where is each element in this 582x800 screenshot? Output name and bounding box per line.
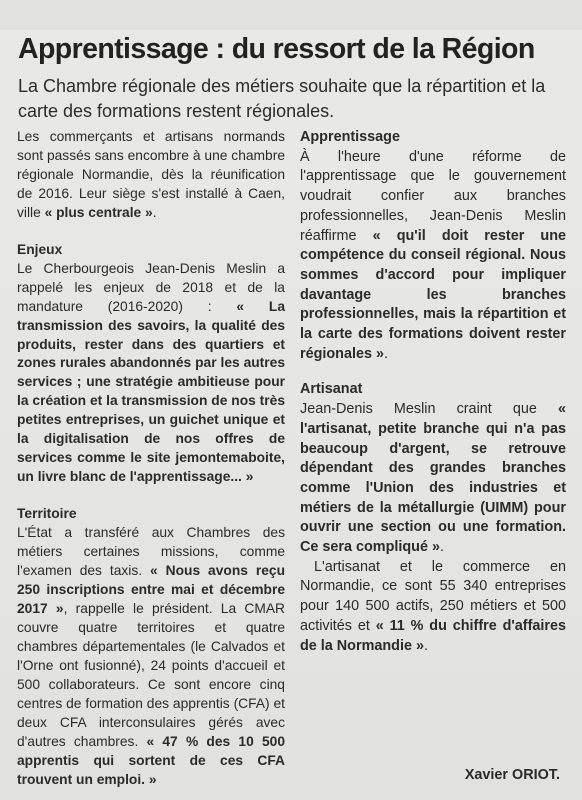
- section-heading-territoire: Territoire: [17, 506, 77, 522]
- territoire-text: L'État a transféré aux Chambres des métiers certaines missions, comme l'examen des taxis.: [17, 525, 285, 579]
- article-headline: Apprentissage : du ressort de la Région: [18, 33, 535, 65]
- closing-quote: « 11 % du chiffre d'affaires de la Normandie »: [300, 617, 566, 654]
- intro-text: Les commerçants et artisans normands sont passés sans encombre à une chambre régionale Normandie, dès la réunification de 2016. Leur siège s'est installé à Caen, ville: [17, 129, 285, 220]
- intro-quote: « plus centrale »: [44, 204, 153, 220]
- section-heading-apprentissage: Apprentissage: [300, 129, 400, 145]
- left-column: [17, 128, 285, 789]
- artisanat-end: .: [439, 539, 444, 556]
- right-column: [300, 128, 566, 656]
- territoire-text-cont: , rappelle le président. La CMAR couvre quatre territoires et quatre chambres départementales (le Calvados et l'Orne ont fusionné), 24 points d'accueil et 500 collaborateurs. Ce sont encore cinq centres de formation des apprentis (CFA) et deux CFA interconsulaires gérés avec d'autres chambres.: [17, 600, 286, 749]
- territoire-quote-cfa: « 47 % des 10 500 apprentis qui sortent de ces CFA trouvent un emploi. »: [17, 733, 286, 787]
- intro-end: .: [152, 204, 157, 220]
- intro-paragraph: [17, 128, 285, 223]
- author-byline: Xavier ORIOT.: [464, 767, 560, 783]
- apprentissage-end: .: [383, 345, 388, 362]
- artisanat-paragraph: [300, 400, 566, 558]
- closing-text: L'artisanat et le commerce en Normandie, ce sont 55 340 entreprises pour 140 500 actifs, 250 métiers et 500 activités et: [300, 558, 566, 634]
- enjeux-quote: « La transmission des savoirs, la qualité des produits, rester dans des quartiers et zones rurales abandonnés par les autres services ; une stratégie ambitieuse pour la création et la transmission de nos très petites entreprises, un guichet unique et la digitalisation de nos offres de services comme le site jemontemaboite, un livre blanc de l'apprentissage... »: [17, 298, 285, 485]
- enjeux-text: Le Cherbourgeois Jean-Denis Meslin a rappelé les enjeux de 2018 et de la mandature (2016-2020) :: [17, 260, 285, 314]
- closing-end: .: [423, 637, 428, 654]
- territoire-quote: « Nous avons reçu 250 inscriptions entre mai et décembre 2017 »: [17, 563, 286, 616]
- faded-top-strip: [0, 0, 582, 30]
- territoire-paragraph: [17, 524, 285, 789]
- enjeux-paragraph: [17, 260, 285, 487]
- section-heading-artisanat: Artisanat: [300, 381, 363, 398]
- apprentissage-paragraph: [300, 148, 566, 365]
- article-standfirst: La Chambre régionale des métiers souhaite que la répartition et la carte des formations restent régionales.: [18, 76, 546, 121]
- closing-paragraph: [300, 558, 566, 657]
- artisanat-quote: « l'artisanat, petite branche qui n'a pas beaucoup d'argent, se retrouve dépendant des grandes branches comme l'Union des industries et métiers de la métallurgie (UIMM) pour ouvrir une section ou une formation. Ce sera compliqué »: [300, 401, 566, 556]
- apprentissage-text: À l'heure d'une réforme de l'apprentissage que le gouvernement voudrait confier aux branches professionnelles, Jean-Denis Meslin réaffirme: [300, 148, 566, 244]
- apprentissage-quote: « qu'il doit rester une compétence du conseil régional. Nous sommes d'accord pour impliquer davantage les branches professionnelles, mais la répartition et la carte des formations doivent rester régionales »: [300, 227, 566, 362]
- artisanat-text: Jean-Denis Meslin craint que: [300, 401, 558, 418]
- section-heading-enjeux: Enjeux: [17, 241, 63, 257]
